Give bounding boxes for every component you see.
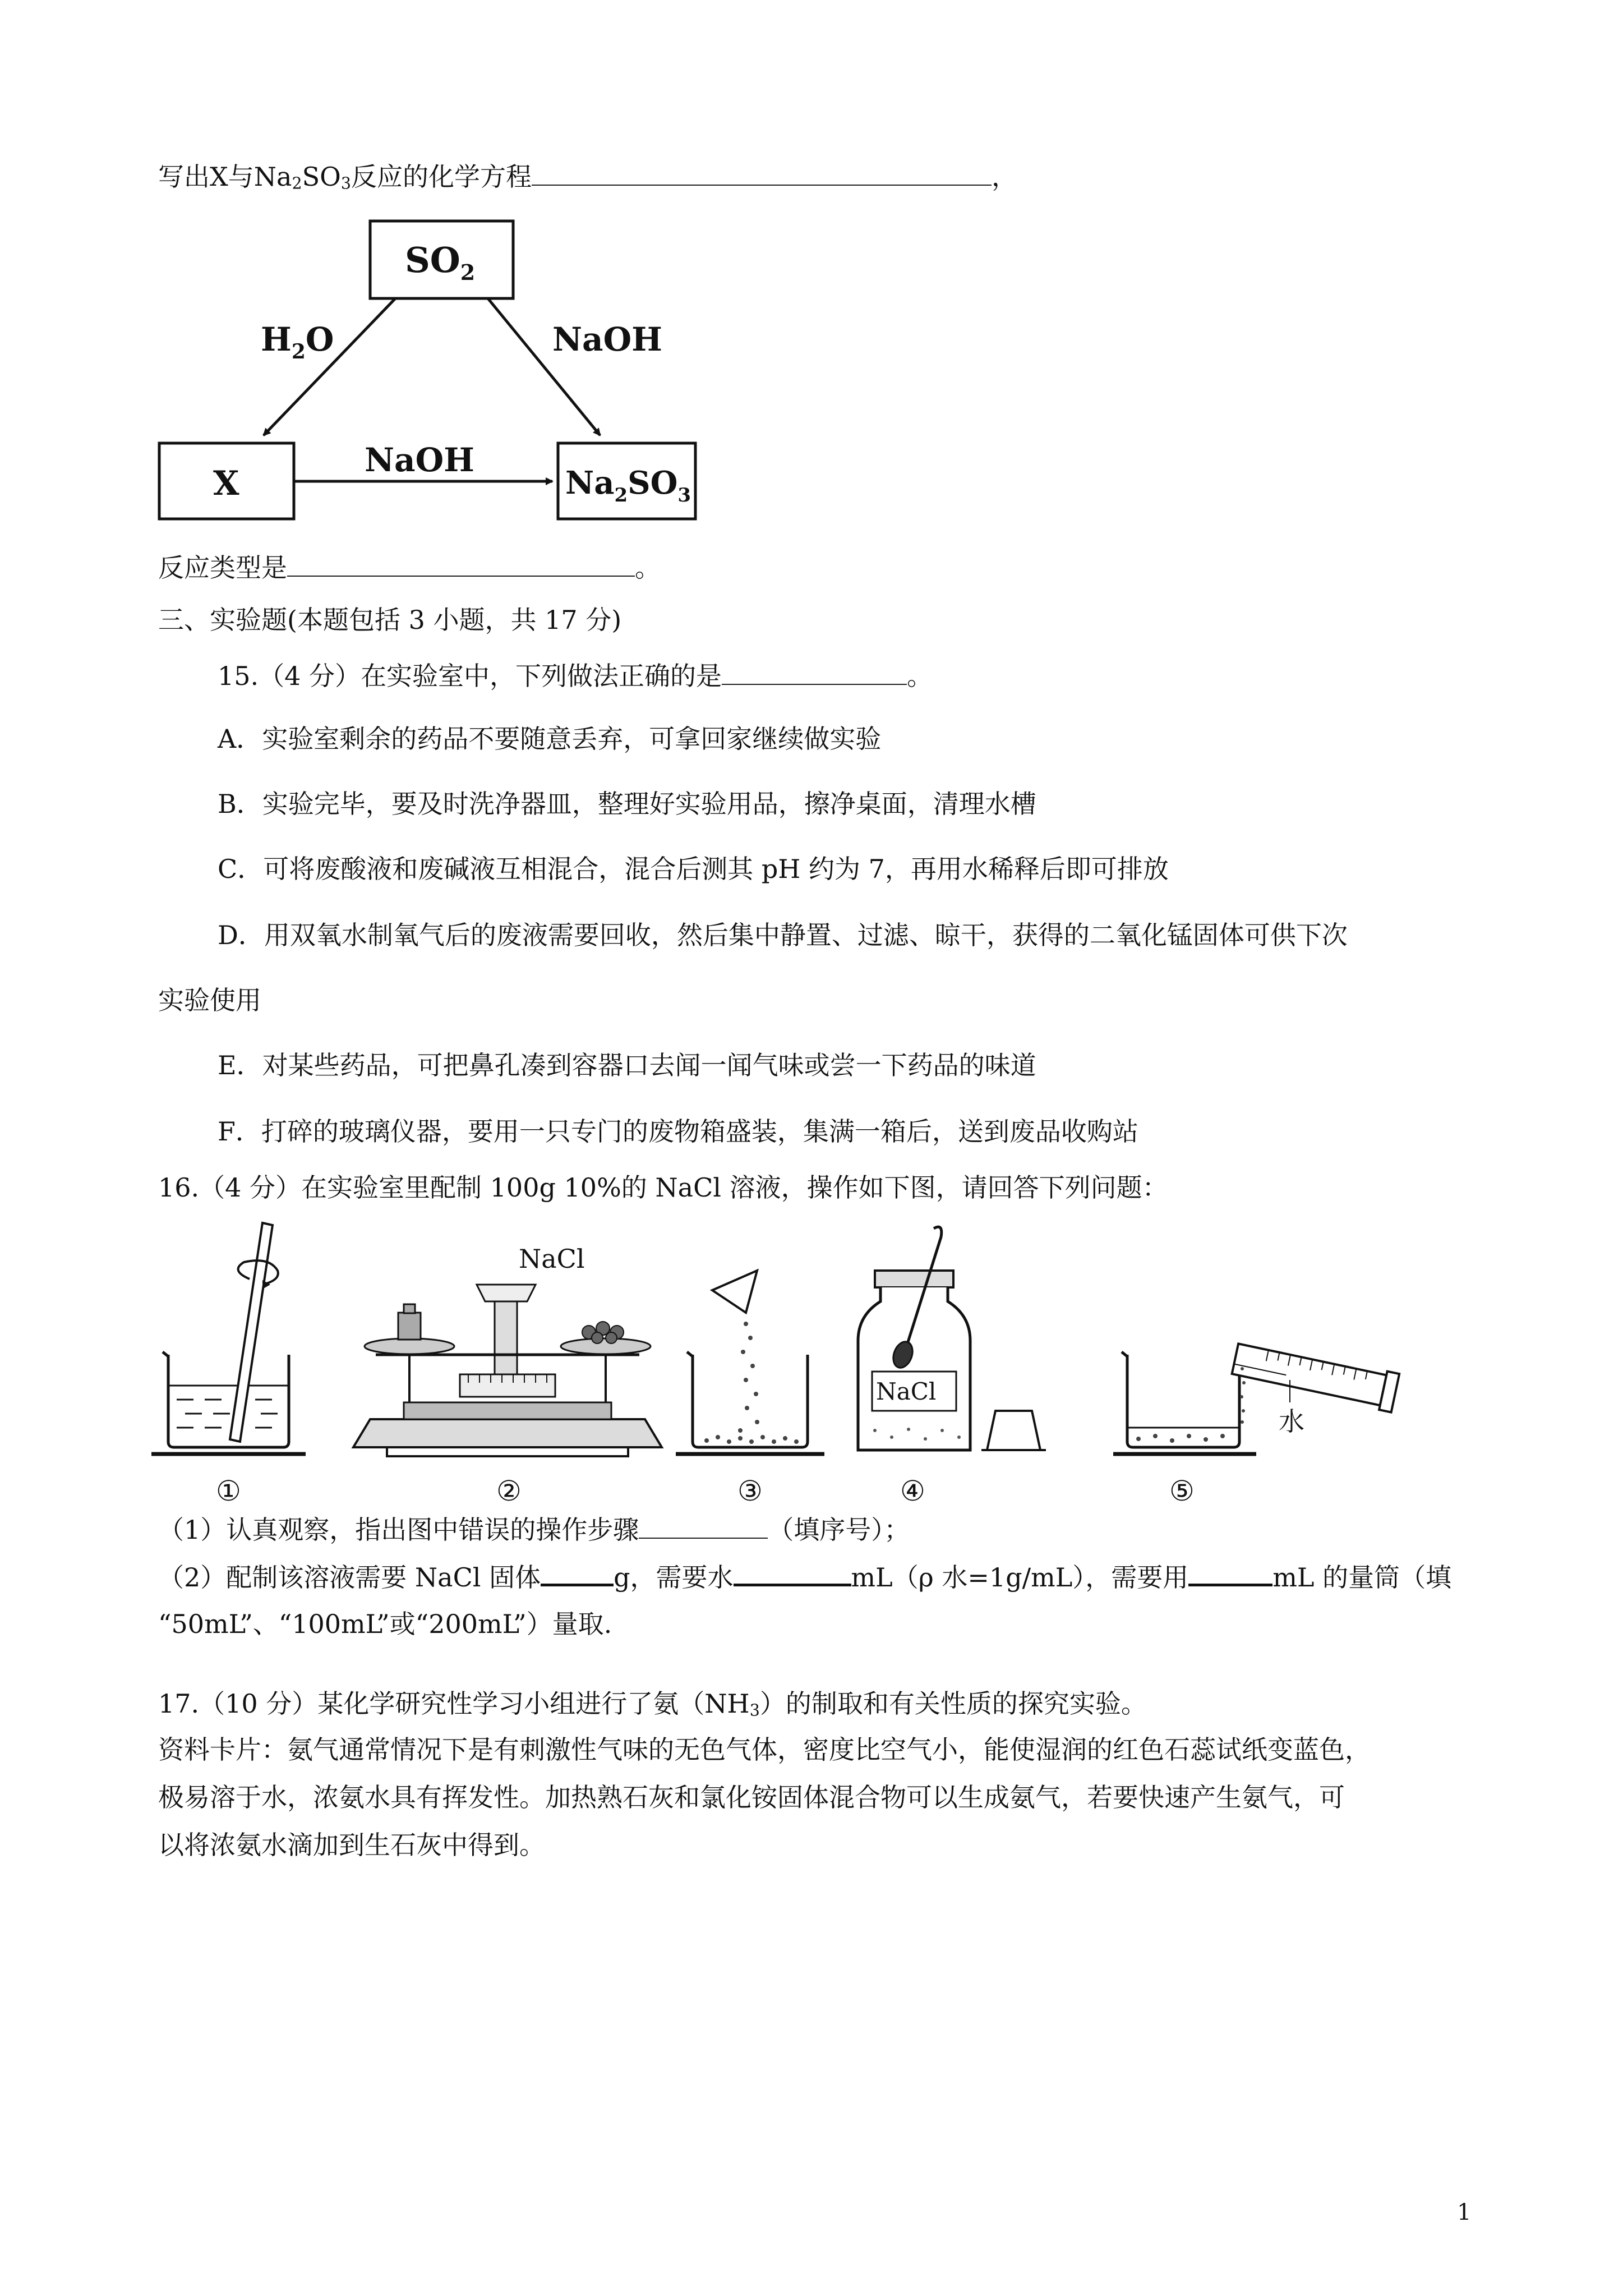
- bottle-nacl-label: NaCl: [876, 1378, 937, 1405]
- q17-text: 17.（10 分）某化学研究性学习小组进行了氨（NH: [158, 1688, 750, 1719]
- step3-pouring-beaker: [676, 1271, 824, 1454]
- x-label: X: [213, 464, 239, 503]
- na2so3-label: $Na_2SO_3$: [565, 464, 691, 507]
- q15-option-f: F．打碎的玻璃仪器，要用一只专门的废物箱盛装，集满一箱后，送到废品收购站: [218, 1116, 1138, 1147]
- section-title: 三、实验题(本题包括 3 小题，共 17 分): [158, 605, 622, 635]
- subscript: 3: [340, 174, 351, 193]
- arrow-so2-to-na2so3: [488, 298, 600, 435]
- answer-blank[interactable]: [1188, 1562, 1272, 1586]
- reaction-diagram: [151, 213, 712, 539]
- q14-text: 写出X与Na: [158, 162, 292, 192]
- step2-balance: [353, 1244, 662, 1456]
- answer-blank[interactable]: [734, 1562, 851, 1586]
- q15-text: 。: [907, 661, 933, 691]
- step1-stirring-beaker: [151, 1223, 306, 1454]
- q17-stem: [158, 1688, 1147, 1719]
- step-label-2: ②: [496, 1475, 522, 1507]
- q16-sub2-text: mL 的量筒（填: [1272, 1562, 1452, 1593]
- nacl-label: NaCl: [519, 1244, 585, 1274]
- q16-stem: 16.（4 分）在实验室里配制 100g 10%的 NaCl 溶液，操作如下图，请回答下列问题：: [158, 1172, 1168, 1203]
- answer-blank[interactable]: [639, 1515, 768, 1539]
- q16-sub1: [158, 1515, 910, 1545]
- q14-equation-line: [158, 162, 1017, 192]
- q16-sub2-text: mL（ρ 水=1g/mL），需要用: [851, 1562, 1189, 1593]
- q15-option-c: C．可将废酸液和废碱液互相混合，混合后测其 pH 约为 7，再用水稀释后即可排放: [218, 854, 1169, 884]
- q14-text: 。: [635, 553, 661, 583]
- q15-stem: [218, 661, 933, 692]
- reaction-type-line: [158, 553, 661, 583]
- q16-sub2-text: （2）配制该溶液需要 NaCl 固体: [158, 1562, 541, 1593]
- answer-blank[interactable]: [532, 162, 992, 186]
- q15-option-d-cont: 实验使用: [158, 985, 261, 1015]
- answer-blank[interactable]: [541, 1562, 614, 1586]
- q17-card-line1: 资料卡片：氨气通常情况下是有刺激性气味的无色气体，密度比空气小，能使湿润的红色石蕊试纸变蓝色，: [158, 1734, 1371, 1765]
- step-label-1: ①: [216, 1475, 241, 1507]
- q15-option-b: B．实验完毕，要及时洗净器皿，整理好实验用品，擦净桌面，清理水槽: [218, 789, 1036, 819]
- q16-sub2-text: g，需要水: [614, 1562, 734, 1593]
- q16-sub1-text: （1）认真观察，指出图中错误的操作步骤: [158, 1515, 639, 1545]
- step5-pouring-water: [1113, 1340, 1399, 1454]
- q17-card-line3: 以将浓氨水滴加到生石灰中得到。: [158, 1830, 545, 1860]
- water-label: 水: [1279, 1406, 1304, 1437]
- q16-sub2: [158, 1562, 1451, 1593]
- q15-option-e: E．对某些药品，可把鼻孔凑到容器口去闻一闻气味或尝一下药品的味道: [218, 1050, 1036, 1080]
- naoh-right-label: NaOH: [552, 320, 662, 358]
- q14-text: 反应的化学方程: [351, 162, 532, 192]
- step4-reagent-bottle: [858, 1227, 1046, 1450]
- q15-option-d: D．用双氧水制氧气后的废液需要回收，然后集中静置、过滤、晾干，获得的二氧化锰固体可供下次: [218, 920, 1348, 950]
- answer-blank[interactable]: [287, 553, 635, 577]
- step-label-3: ③: [737, 1475, 763, 1507]
- q14-text: SO: [302, 162, 341, 192]
- page-number: 1: [1457, 2200, 1472, 2225]
- naoh-bottom-label: NaOH: [365, 441, 474, 479]
- step-label-4: ④: [900, 1475, 925, 1507]
- q15-option-a: A．实验室剩余的药品不要随意丢弃，可拿回家继续做实验: [218, 724, 882, 754]
- h2o-label: $H_2O$: [261, 320, 334, 364]
- q17-text: ）的制取和有关性质的探究实验。: [759, 1688, 1147, 1719]
- q16-sub2-cont: “50mL”、“100mL”或“200mL”）量取.: [158, 1609, 612, 1639]
- q16-sub1-text: （填序号）；: [768, 1515, 910, 1545]
- q16-figure: [151, 1217, 1453, 1509]
- subscript: 2: [292, 174, 302, 193]
- reaction-type-label: 反应类型是: [158, 553, 287, 583]
- so2-label: $SO_2$: [405, 240, 476, 285]
- q14-text: ，: [991, 162, 1017, 192]
- step-label-5: ⑤: [1169, 1475, 1195, 1507]
- q17-card-line2: 极易溶于水，浓氨水具有挥发性。加热熟石灰和氯化铵固体混合物可以生成氨气，若要快速产生氨气，可: [158, 1782, 1345, 1812]
- answer-blank[interactable]: [722, 661, 907, 685]
- q15-stem-text: 15.（4 分）在实验室中，下列做法正确的是: [218, 661, 722, 691]
- arrow-so2-to-x: [264, 298, 395, 435]
- subscript: 3: [749, 1701, 760, 1720]
